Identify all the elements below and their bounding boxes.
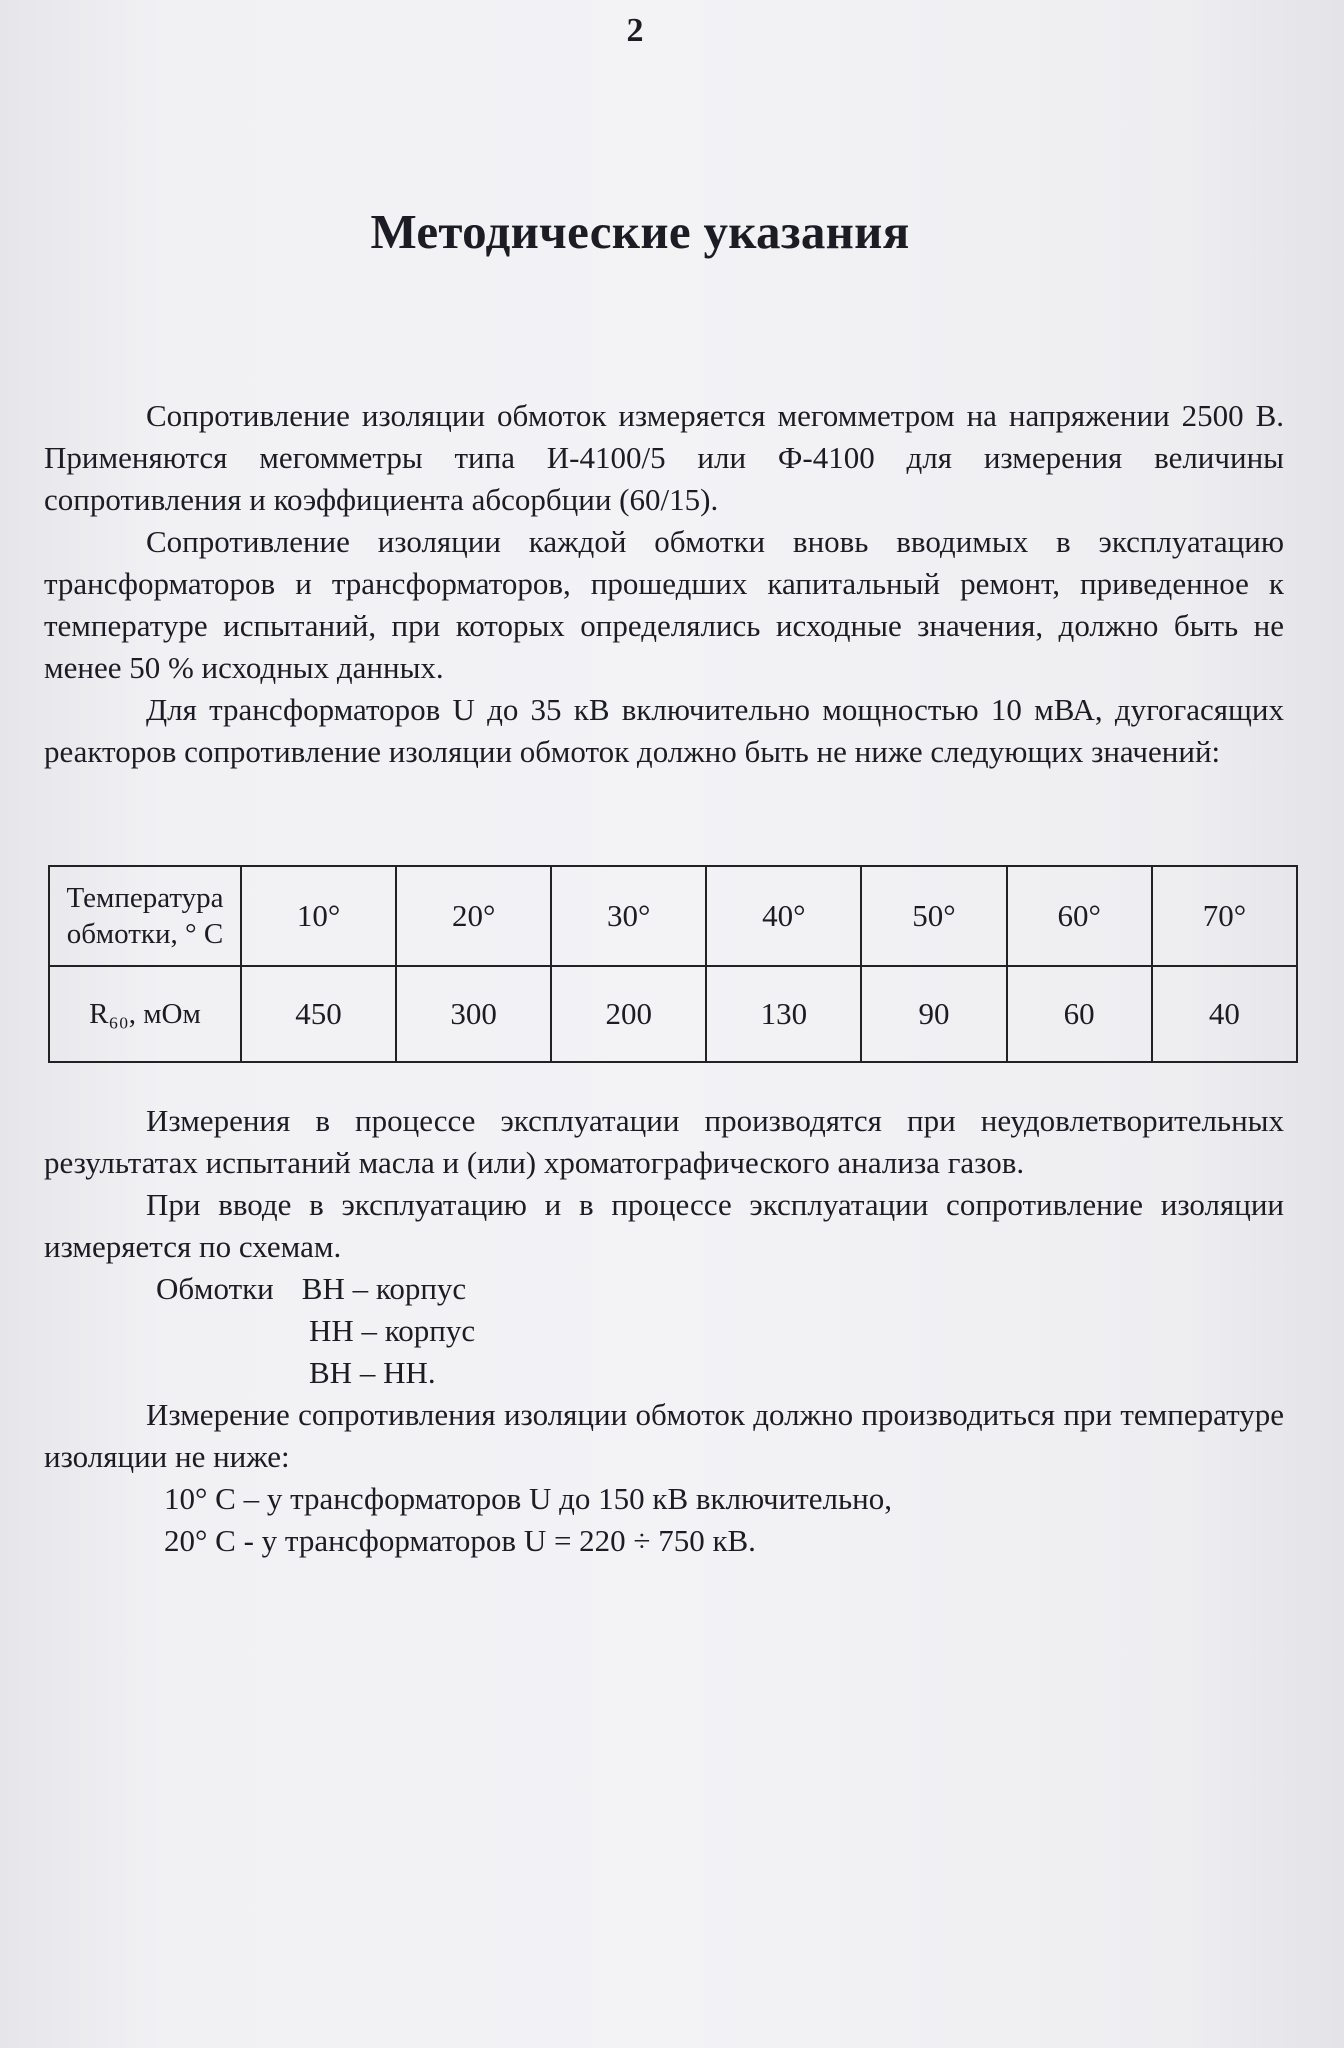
operation-section <box>44 1100 1284 1562</box>
temperature-condition: 10° С – у трансформаторов U до 150 кВ включительно, <box>164 1481 892 1516</box>
resistance-cell: 60 <box>1007 966 1152 1062</box>
resistance-cell: 130 <box>706 966 861 1062</box>
temperature-cell: 60° <box>1007 866 1152 966</box>
scheme-item: ВН – НН. <box>309 1355 436 1390</box>
temperature-header-cell: Температура обмотки, ° С <box>49 866 241 966</box>
resistance-cell: 450 <box>241 966 396 1062</box>
temperature-cell: 10° <box>241 866 396 966</box>
resistance-cell: 40 <box>1152 966 1297 1062</box>
temperature-cell: 30° <box>551 866 706 966</box>
temperature-cell: 20° <box>396 866 551 966</box>
temperature-requirement-paragraph: Измерение сопротивления изоляции обмоток должно производиться при температуре изоляции не ниже: <box>44 1397 1284 1474</box>
intro-paragraph-3: Для трансформаторов U до 35 кВ включительно мощностью 10 мВА, дугогасящих реакторов сопротивление изоляции обмоток должно быть не ниже следующих значений: <box>44 692 1284 769</box>
resistance-cell: 300 <box>396 966 551 1062</box>
schemes-label: Обмотки <box>156 1271 274 1306</box>
page-number: 2 <box>626 12 644 49</box>
table-row-temperature <box>49 866 1297 966</box>
resistance-cell: 90 <box>861 966 1006 1062</box>
temperature-cell: 50° <box>861 866 1006 966</box>
intro-paragraph-2: Сопротивление изоляции каждой обмотки вновь вводимых в эксплуатацию трансформаторов и трансформаторов, прошедших капитальный ремонт, приведенное к температуре испытаний, при которых определялись исходные значения, должно быть не менее 50 % исходных данных. <box>44 524 1284 685</box>
page-title: Методические указания <box>370 204 910 259</box>
scheme-item: ВН – корпус <box>301 1271 467 1306</box>
table-row-resistance <box>49 966 1297 1062</box>
temperature-condition: 20° С - у трансформаторов U = 220 ÷ 750 кВ. <box>164 1523 756 1558</box>
scheme-item: НН – корпус <box>309 1313 476 1348</box>
resistance-table <box>48 865 1298 1063</box>
operation-paragraph-2: При вводе в эксплуатацию и в процессе эксплуатации сопротивление изоляции измеряется по схемам. <box>44 1187 1284 1264</box>
scheme-line-1 <box>44 1268 1284 1310</box>
resistance-cell: 200 <box>551 966 706 1062</box>
resistance-header-cell: R₆₀, мОм <box>49 966 241 1062</box>
temperature-cell: 40° <box>706 866 861 966</box>
intro-paragraph-1: Сопротивление изоляции обмоток измеряется мегомметром на напряжении 2500 В. Применяются мегомметры типа И-4100/5 или Ф-4100 для измерения величины сопротивления и коэффициента абсорбции (60/15). <box>44 398 1284 517</box>
intro-section <box>44 395 1284 773</box>
temperature-cell: 70° <box>1152 866 1297 966</box>
operation-paragraph-1: Измерения в процессе эксплуатации производятся при неудовлетворительных результатах испытаний масла и (или) хроматографического анализа газов. <box>44 1103 1284 1180</box>
